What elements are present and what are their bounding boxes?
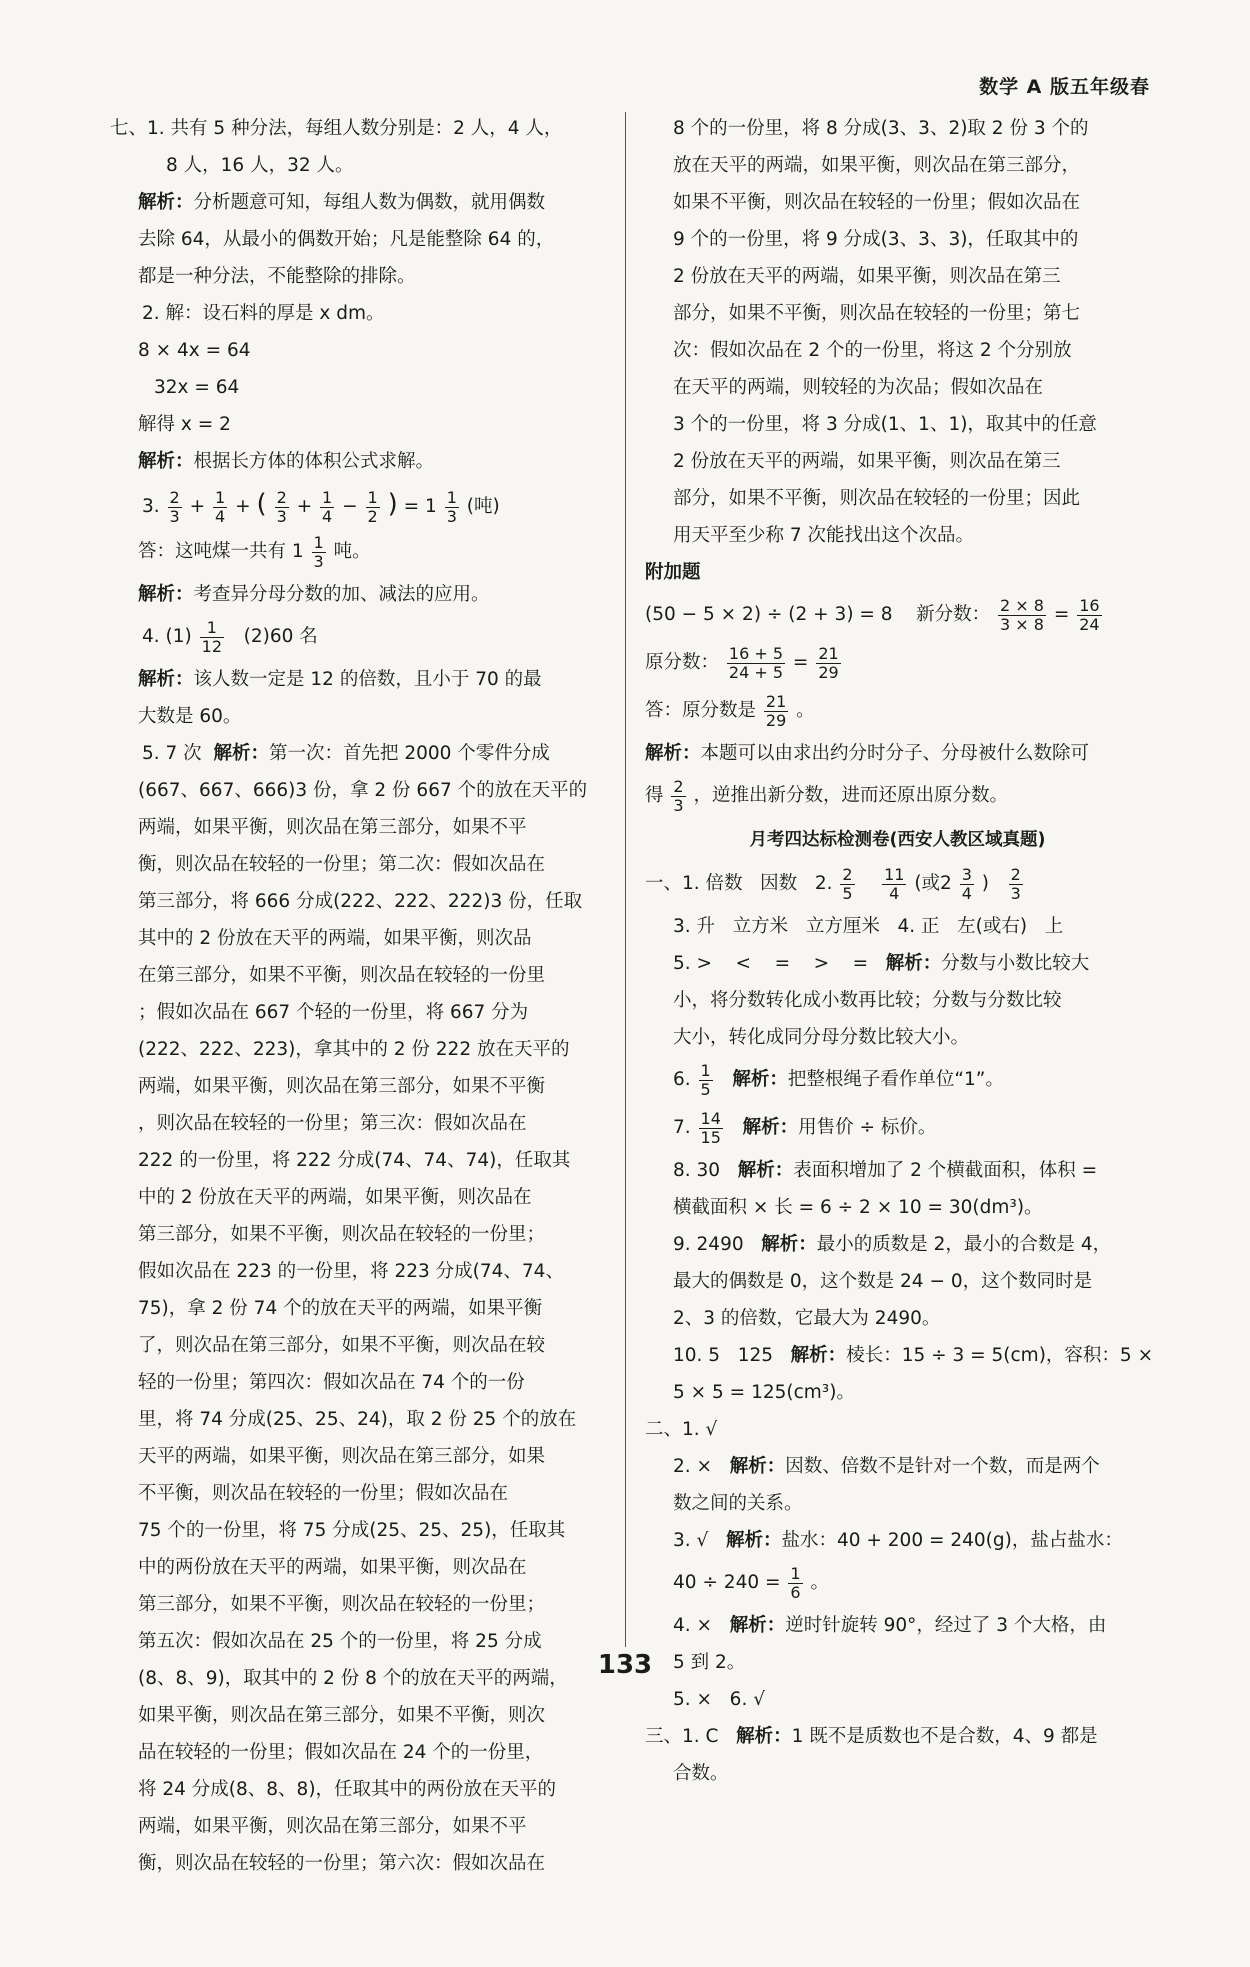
text-line: 衡，则次品在较轻的一份里；第六次：假如次品在 (138, 1853, 546, 1874)
text-line: 32x = 64 (154, 377, 240, 398)
fraction: $\frac{2}{3}$ (1010, 864, 1021, 903)
fraction: $\frac{2}{3}$ (673, 776, 684, 815)
text-line: 5. > < = > = 解析：分数与小数比较大 (673, 953, 1090, 974)
text-line: 10. 5 125 解析：棱长：15 ÷ 3 = 5(cm)，容积：5 × (673, 1345, 1154, 1366)
fraction: $\frac{1}{2}$ (367, 487, 378, 526)
fraction: $\frac{14}{15}$ (700, 1108, 721, 1147)
fraction: $\frac{1}{6}$ (790, 1563, 801, 1602)
analysis-label: 解析： (138, 192, 194, 213)
text-line: 2. × 解析：因数、倍数不是针对一个数，而是两个 (673, 1456, 1100, 1477)
text-line: 第三部分，将 666 分成(222、222、222)3 份，任取 (138, 891, 583, 912)
text-line: 大小，转化成同分母分数比较大小。 (673, 1027, 970, 1048)
fraction: $\frac{16}{24}$ (1079, 595, 1100, 634)
q5-analysis-continued (645, 110, 1150, 554)
fraction: $\frac{1}{12}$ (201, 617, 222, 656)
text-line: 如果不平衡，则次品在较轻的一份里；假如次品在 (673, 192, 1081, 213)
page-header-title: 数学 A 版五年级春 (979, 76, 1150, 98)
text-line: 大数是 60。 (138, 706, 242, 727)
text-line: 两端，如果平衡，则次品在第三部分，如果不平 (138, 1816, 527, 1837)
text-line: 中的两份放在天平的两端，如果平衡，则次品在 (138, 1557, 527, 1578)
text-line: 75 个的一份里，将 75 分成(25、25、25)，任取其 (138, 1520, 566, 1541)
fraction: $\frac{3}{4}$ (961, 864, 972, 903)
text-line: 第三部分，如果不平衡，则次品在较轻的一份里； (138, 1594, 546, 1615)
answer-line: 答：这吨煤一共有 1 $\frac{1}{3}$ 吨。 (138, 532, 371, 571)
text-line: 5. 7 次 解析：第一次：首先把 2000 个零件分成 (142, 743, 550, 764)
text-line: 5 到 2。 (673, 1652, 746, 1673)
text-line: ；假如次品在 667 个轻的一份里，将 667 分为 (138, 1002, 529, 1023)
answer-line: 6. $\frac{1}{5}$ 解析：把整根绳子看作单位“1”。 (673, 1060, 1004, 1099)
text-line: 用天平至少称 7 次能找出这个次品。 (673, 525, 975, 546)
text-line: ，则次品在较轻的一份里；第三次：假如次品在 (138, 1113, 527, 1134)
text-line: 2 份放在天平的两端，如果平衡，则次品在第三 (673, 451, 1061, 472)
text-line: 2 份放在天平的两端，如果平衡，则次品在第三 (673, 266, 1061, 287)
text-line: 8 人，16 人，32 人。 (166, 155, 354, 176)
text-line: 最大的偶数是 0，这个数是 24 − 0，这个数同时是 (673, 1271, 1093, 1292)
answer-line: 一、1. 倍数 因数 2. $\frac{2}{5}$ $\frac{11}{4}$ (或2 $\frac{3}{4}$ ) $\frac{2}{3}$ (645, 864, 1021, 903)
q5-analysis-paragraph (110, 772, 615, 1882)
text-line: 其中的 2 份放在天平的两端，如果平衡，则次品 (138, 928, 532, 949)
text-line: 解析：分析题意可知，每组人数为偶数，就用偶数 (138, 192, 546, 213)
equation-line: (50 − 5 × 2) ÷ (2 + 3) = 8 新分数： $\frac{2 \times 8}{3 \times 8}$ = $\frac{16}{24}$ (645, 595, 1100, 634)
text-line: (8、8、9)，取其中的 2 份 8 个的放在天平的两端， (138, 1668, 568, 1689)
text-line: 不平衡，则次品在较轻的一份里；假如次品在 (138, 1483, 509, 1504)
fraction: $\frac{2 \times 8}{3 \times 8}$ (1000, 595, 1044, 634)
left-column (110, 110, 615, 1882)
text-line: 两端，如果平衡，则次品在第三部分，如果不平 (138, 817, 527, 838)
equation-line: 40 ÷ 240 = $\frac{1}{6}$ 。 (673, 1563, 829, 1602)
text-line: 二、1. √ (645, 1419, 718, 1440)
text-line: (222、222、223)，拿其中的 2 份 222 放在天平的 (138, 1039, 570, 1060)
fraction: $\frac{1}{4}$ (322, 487, 333, 526)
text-line: 解得 x = 2 (138, 414, 231, 435)
text-line: 第五次：假如次品在 25 个的一份里，将 25 分成 (138, 1631, 542, 1652)
text-line: 222 的一份里，将 222 分成(74、74、74)，任取其 (138, 1150, 571, 1171)
text-line: 9. 2490 解析：最小的质数是 2，最小的合数是 4， (673, 1234, 1112, 1255)
text-line: 横截面积 × 长 = 6 ÷ 2 × 10 = 30(dm³)。 (673, 1197, 1043, 1218)
fraction: $\frac{2}{3}$ (276, 487, 287, 526)
text-line: 5 × 5 = 125(cm³)。 (673, 1382, 855, 1403)
equation-line: 4. (1) $\frac{1}{12}$ (2)60 名 (142, 617, 318, 656)
text-line: 去除 64，从最小的偶数开始；凡是能整除 64 的， (138, 229, 555, 250)
answer-line: 答：原分数是 $\frac{21}{29}$ 。 (645, 691, 815, 730)
text-line: 了，则次品在第三部分，如果不平衡，则次品在较 (138, 1335, 546, 1356)
text-line: 天平的两端，如果平衡，则次品在第三部分，如果 (138, 1446, 546, 1467)
text-line: 七、1. 共有 5 种分法，每组人数分别是：2 人，4 人， (110, 118, 563, 139)
text-line: 两端，如果平衡，则次品在第三部分，如果不平衡 (138, 1076, 546, 1097)
text-line: 解析：该人数一定是 12 的倍数，且小于 70 的最 (138, 669, 542, 690)
text-line: 在第三部分，如果不平衡，则次品在较轻的一份里 (138, 965, 546, 986)
text-line: 3. √ 解析：盐水：40 + 200 = 240(g)，盐占盐水： (673, 1530, 1123, 1551)
text-line: 衡，则次品在较轻的一份里；第二次：假如次品在 (138, 854, 546, 875)
text-line: 部分，如果不平衡，则次品在较轻的一份里；因此 (673, 488, 1081, 509)
fraction: $\frac{11}{4}$ (884, 864, 905, 903)
fraction: $\frac{1}{5}$ (700, 1060, 711, 1099)
equation-line: 3. $\frac{2}{3}$ + $\frac{1}{4}$ + ( $\frac{2}{3}$ + $\frac{1}{4}$ − $\frac{1}{2}$ ) = 1 $\frac{1}{3}$ (吨) (142, 487, 500, 526)
text-line: 解析：考查异分母分数的加、减法的应用。 (138, 584, 490, 605)
text-line: 次：假如次品在 2 个的一份里，将这 2 个分别放 (673, 340, 1072, 361)
text-line: 2. 解：设石料的厚是 x dm。 (142, 303, 385, 324)
equation-line: 原分数： $\frac{16 + 5}{24 + 5}$ = $\frac{21}{29}$ (645, 643, 839, 682)
right-column (645, 110, 1154, 1792)
text-line: 8. 30 解析：表面积增加了 2 个横截面积，体积 = (673, 1160, 1098, 1181)
text-line: 4. × 解析：逆时针旋转 90°，经过了 3 个大格，由 (673, 1615, 1107, 1636)
text-line: 9 个的一份里，将 9 分成(3、3、3)，任取其中的 (673, 229, 1079, 250)
text-line: 品在较轻的一份里；假如次品在 24 个的一份里， (138, 1742, 544, 1763)
text-line: 5. × 6. √ (673, 1689, 765, 1710)
text-line: 3. 升 立方米 立方厘米 4. 正 左(或右) 上 (673, 916, 1064, 937)
text-line: 75)，拿 2 份 74 个的放在天平的两端，如果平衡 (138, 1298, 543, 1319)
text-line: 如果平衡，则次品在第三部分，如果不平衡，则次 (138, 1705, 546, 1726)
fraction: $\frac{1}{3}$ (313, 532, 324, 571)
fraction: $\frac{21}{29}$ (765, 691, 787, 730)
text-line: 假如次品在 223 的一份里，将 223 分成(74、74、 (138, 1261, 564, 1282)
fraction: $\frac{21}{29}$ (818, 643, 839, 682)
text-line: 3 个的一份里，将 3 分成(1、1、1)，取其中的任意 (673, 414, 1097, 435)
text-line: 里，将 74 分成(25、25、24)，取 2 份 25 个的放在 (138, 1409, 577, 1430)
text-line: 将 24 分成(8、8、8)，任取其中的两份放在天平的 (138, 1779, 557, 1800)
test-title: 月考四达标检测卷(西安人教区域真题) (749, 830, 1046, 850)
text-line: 放在天平的两端，如果平衡，则次品在第三部分， (673, 155, 1081, 176)
fraction: $\frac{2}{5}$ (842, 864, 853, 903)
fraction: $\frac{16 + 5}{24 + 5}$ (728, 643, 784, 682)
fraction: $\frac{1}{3}$ (446, 487, 457, 526)
text-line: 第三部分，如果不平衡，则次品在较轻的一份里； (138, 1224, 546, 1245)
text-line: 8 个的一份里，将 8 分成(3、3、2)取 2 份 3 个的 (673, 118, 1089, 139)
fraction: $\frac{1}{4}$ (215, 487, 226, 526)
text-line: 三、1. C 解析：1 既不是质数也不是合数，4、9 都是 (645, 1726, 1098, 1747)
text-line: 在天平的两端，则较轻的为次品；假如次品在 (673, 377, 1044, 398)
column-divider (625, 112, 626, 1647)
fraction: $\frac{2}{3}$ (169, 487, 180, 526)
extra-section-title: 附加题 (645, 562, 701, 583)
text-line: 中的 2 份放在天平的两端，如果平衡，则次品在 (138, 1187, 532, 1208)
text-line: 解析：根据长方体的体积公式求解。 (138, 451, 435, 472)
text-line: 都是一种分法，不能整除的排除。 (138, 266, 416, 287)
text-line: 数之间的关系。 (673, 1493, 803, 1514)
text-line: 轻的一份里；第四次：假如次品在 74 个的一份 (138, 1372, 525, 1393)
page-number: 133 (597, 1650, 653, 1680)
text-line: 解析：本题可以由求出约分时分子、分母被什么数除可 (645, 743, 1090, 764)
text-line: 合数。 (673, 1763, 729, 1784)
answer-line: 7. $\frac{14}{15}$ 解析：用售价 ÷ 标价。 (673, 1108, 937, 1147)
text-line: 部分，如果不平衡，则次品在较轻的一份里；第七 (673, 303, 1081, 324)
text-line: (667、667、666)3 份，拿 2 份 667 个的放在天平的 (138, 780, 588, 801)
text-line: 2、3 的倍数，它最大为 2490。 (673, 1308, 941, 1329)
text-line: 得 $\frac{2}{3}$ ，逆推出新分数，进而还原出原分数。 (645, 776, 1008, 815)
text-line: 8 × 4x = 64 (138, 340, 251, 361)
text-line: 小，将分数转化成小数再比较；分数与分数比较 (673, 990, 1062, 1011)
